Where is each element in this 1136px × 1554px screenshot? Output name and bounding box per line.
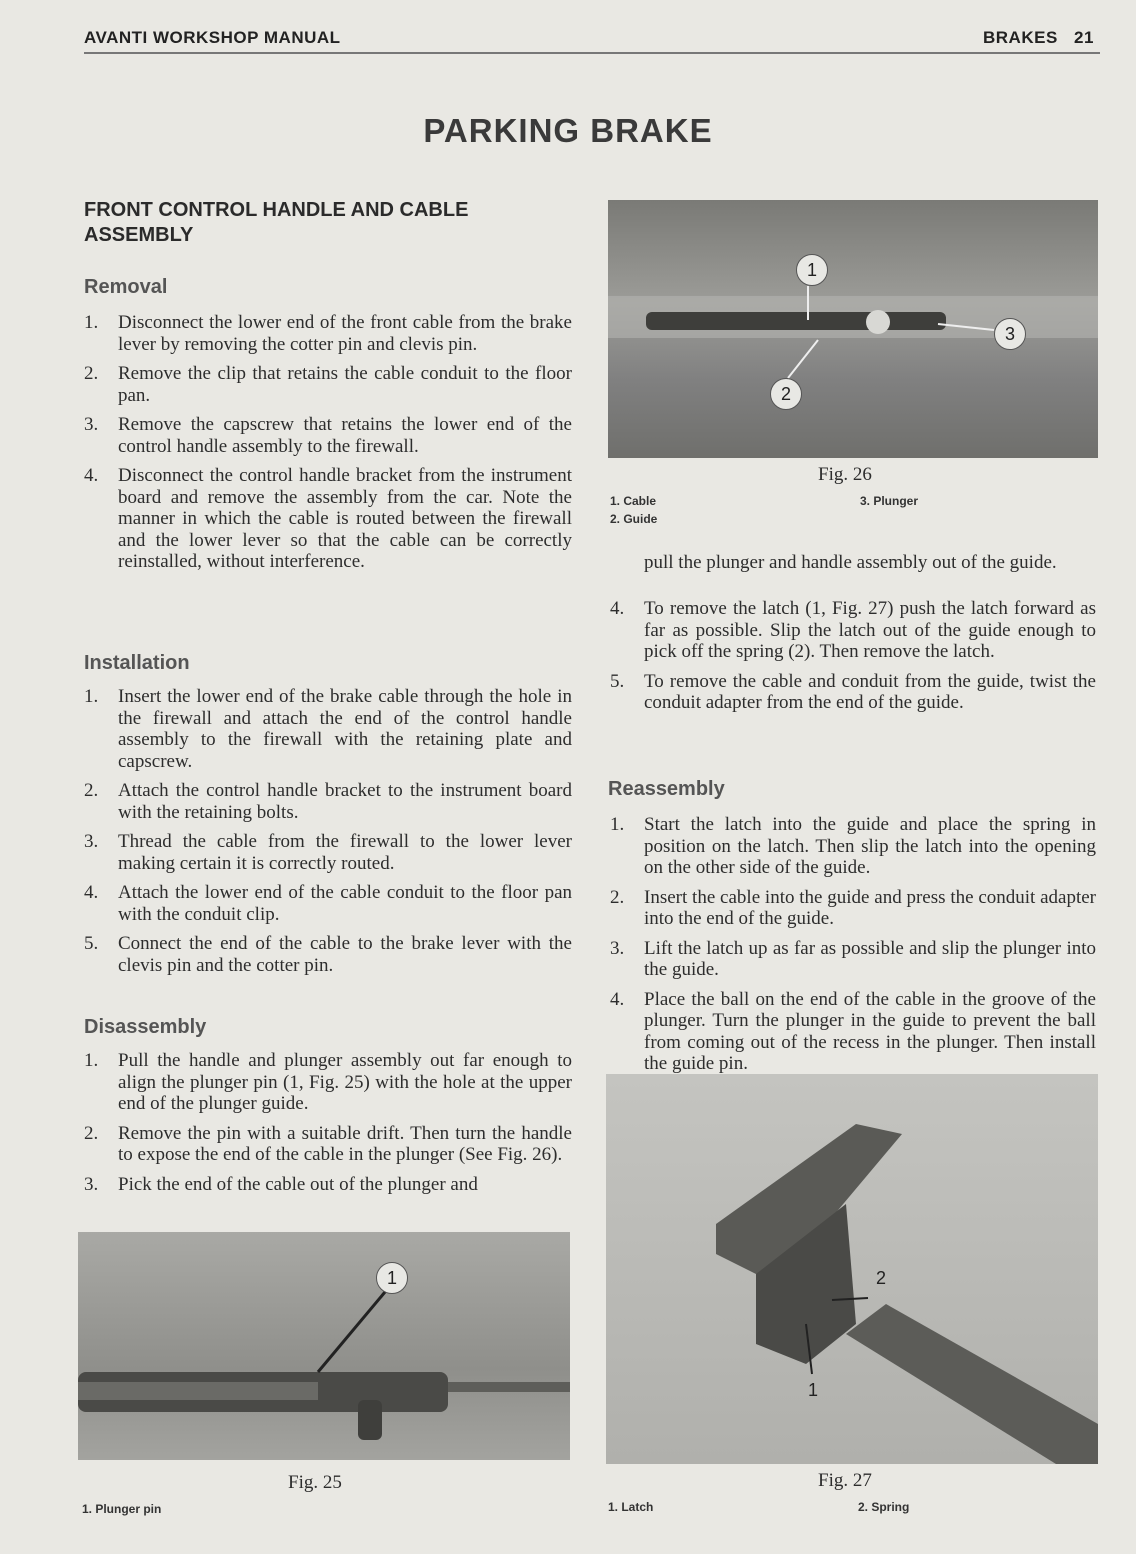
figure-27-legend-item: 1. Latch — [608, 1500, 654, 1514]
figure-25-photo — [78, 1232, 570, 1460]
list-item: 4. To remove the latch (1, Fig. 27) push the latch forward as far as possible. Slip the latch out of the guide enough to pick off the spring (2). Then remove the latch. — [610, 598, 1096, 662]
installation-steps — [80, 686, 572, 984]
plunger-illustration — [78, 1232, 570, 1460]
list-item: 2. Insert the cable into the guide and press the conduit adapter into the end of the guide. — [610, 886, 1096, 929]
cable-shape — [448, 1382, 570, 1392]
page-title: PARKING BRAKE — [423, 112, 713, 149]
disassembly-steps — [80, 1050, 572, 1203]
list-item: 1. Pull the handle and plunger assembly out far enough to align the plunger pin (1, Fig. 25) with the hole at the upper end of the plunger guide. — [84, 1050, 572, 1114]
plunger-slot-shape — [646, 312, 946, 330]
figure-26-legend-item: 3. Plunger — [860, 494, 919, 508]
list-item: 3. Lift the latch up as far as possible and slip the plunger into the guide. — [610, 937, 1096, 980]
section-heading: FRONT CONTROL HANDLE AND CABLE ASSEMBLY — [84, 199, 469, 246]
list-item: 2. Remove the pin with a suitable drift. Then turn the handle to expose the end of the cable in the plunger (See Fig. 26). — [84, 1122, 572, 1165]
page-number: 21 — [1074, 28, 1094, 47]
figure-25-legend: 1. Plunger pin — [82, 1502, 162, 1516]
list-item: 3. Pick the end of the cable out of the plunger and — [84, 1173, 478, 1195]
callout-1: 1 — [376, 1262, 408, 1294]
list-item: 1. Start the latch into the guide and place the spring in position on the latch. Then slip the latch into the opening on the other side of the guide. — [610, 814, 1096, 878]
figure-27-caption: Fig. 27 — [818, 1470, 872, 1491]
reassembly-heading: Reassembly — [608, 778, 725, 800]
cable-ball-shape — [866, 310, 890, 334]
figure-26-legend-item: 1. Cable — [610, 494, 657, 508]
list-item: 2. Remove the clip that retains the cable conduit to the floor pan. — [84, 363, 572, 406]
list-item: 4. Disconnect the control handle bracket from the instrument board and remove the assembly from the car. Note the manner in which the cable is routed between the firewall and the lower lever so that the cable can be correctly reinstalled, without interference. — [84, 465, 572, 572]
spring-shape — [78, 1382, 318, 1400]
figure-26-caption: Fig. 26 — [818, 464, 872, 485]
callout-2: 2 — [876, 1268, 887, 1288]
list-item: 2. Attach the control handle bracket to the instrument board with the retaining bolts. — [84, 780, 572, 823]
section-label: BRAKES — [983, 28, 1058, 47]
list-item: 3. Remove the capscrew that retains the lower end of the control handle assembly to the firewall. — [84, 414, 572, 457]
figure-26-legend-item: 2. Guide — [610, 512, 658, 526]
reassembly-steps — [606, 814, 1096, 1083]
figure-27-photo — [606, 1074, 1098, 1464]
callout-leader — [318, 1286, 390, 1372]
removal-heading: Removal — [84, 276, 168, 298]
callout-leader — [788, 340, 818, 378]
callout-3: 3 — [994, 318, 1026, 350]
installation-heading: Installation — [84, 652, 190, 674]
figure-27-legend-item: 2. Spring — [858, 1500, 910, 1514]
removal-steps — [80, 312, 572, 581]
list-item: 5. To remove the cable and conduit from the guide, twist the conduit adapter from the end of the guide. — [610, 670, 1096, 713]
list-item: 4. Attach the lower end of the cable conduit to the floor pan with the conduit clip. — [84, 882, 572, 925]
header-rule — [84, 52, 1100, 54]
lever-shape — [846, 1304, 1098, 1464]
latch-shape — [358, 1400, 382, 1440]
disassembly-steps-continued — [606, 598, 1096, 722]
list-item: 5. Connect the end of the cable to the brake lever with the clevis pin and the cotter pin. — [84, 933, 572, 976]
list-item: 1. Disconnect the lower end of the front cable from the brake lever by removing the cotter pin and clevis pin. — [84, 312, 572, 355]
list-item: 4. Place the ball on the end of the cable in the groove of the plunger. Turn the plunger in the guide to prevent the ball from coming out of the recess in the plunger. Then install the guide pin. — [610, 988, 1096, 1074]
figure-26-photo — [608, 200, 1098, 458]
callout-1: 1 — [808, 1380, 819, 1400]
callout-2: 2 — [770, 378, 802, 410]
list-item: 1. Insert the lower end of the brake cable through the hole in the firewall and attach the end of the control handle assembly to the firewall with the retaining plate and capscrew. — [84, 686, 572, 772]
disassembly-heading: Disassembly — [84, 1016, 207, 1038]
running-header: AVANTI WORKSHOP MANUAL — [84, 28, 341, 47]
latch-illustration — [606, 1074, 1098, 1464]
figure-25-caption: Fig. 25 — [288, 1472, 342, 1493]
list-item: 3. Thread the cable from the firewall to the lower lever making certain it is correctly routed. — [84, 831, 572, 874]
continued-step-text: pull the plunger and handle assembly out of the guide. — [644, 552, 1057, 573]
callout-1: 1 — [796, 254, 828, 286]
